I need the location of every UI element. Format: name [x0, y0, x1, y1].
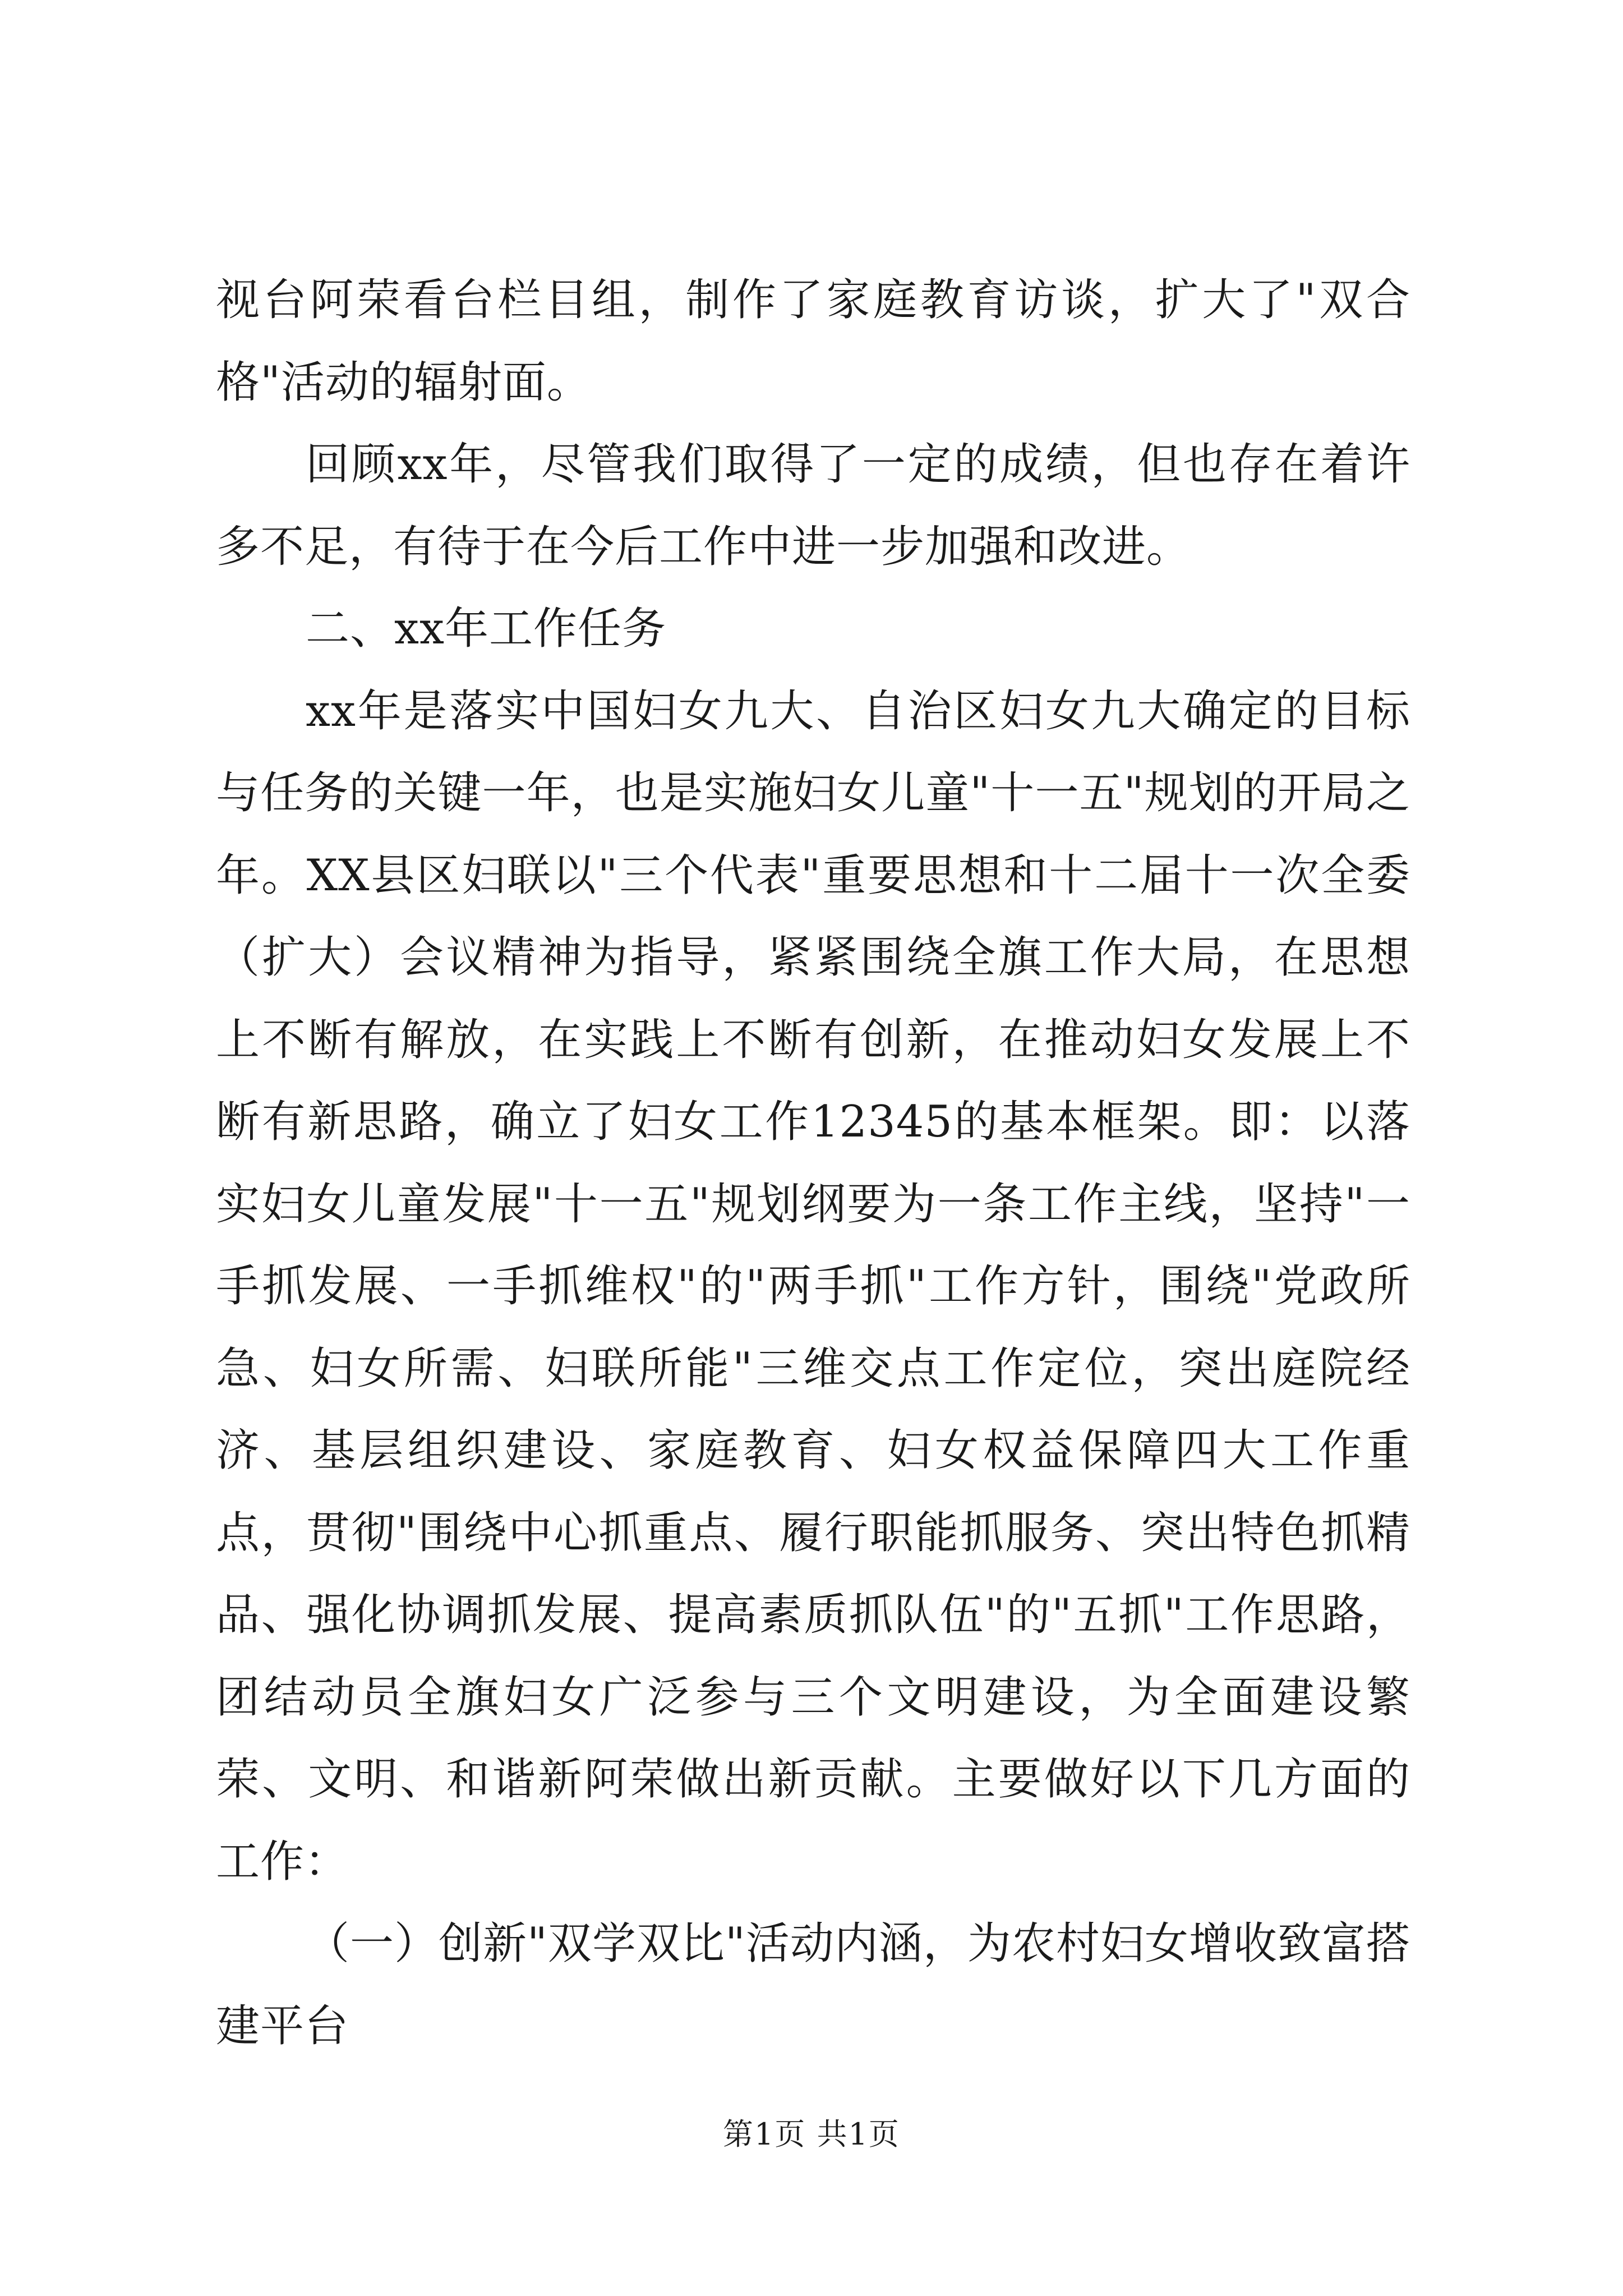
paragraph-continuation: 视台阿荣看台栏目组，制作了家庭教育访谈，扩大了"双合格"活动的辐射面。 — [216, 275, 1410, 408]
document-body — [216, 259, 1410, 2067]
subsection-heading: （一）创新"双学双比"活动内涵，为农村妇女增收致富搭建平台 — [216, 1918, 1410, 2051]
page-footer: 第1页 共1页 — [723, 2116, 900, 2152]
paragraph-tasks: xx年是落实中国妇女九大、自治区妇女九大确定的目标与任务的关键一年，也是实施妇女儿童"十一五"规划的开局之年。XX县区妇联以"三个代表"重要思想和十二届十一次全委（扩大）会议精神为指导，紧紧围绕全旗工作大局，在思想上不断有解放，在实践上不断有创新，在推动妇女发展上不断有新思路，确立了妇女工作12345的基本框架。即：以落实妇女儿童发展"十一五"规划纲要为一条工作主线，坚持"一手抓发展、一手抓维权"的"两手抓"工作方针，围绕"党政所急、妇女所需、妇联所能"三维交点工作定位，突出庭院经济、基层组织建设、家庭教育、妇女权益保障四大工作重点，贯彻"围绕中心抓重点、履行职能抓服务、突出特色抓精品、强化协调抓发展、提高素质抓队伍"的"五抓"工作思路，团结动员全旗妇女广泛参与三个文明建设，为全面建设繁荣、文明、和谐新阿荣做出新贡献。主要做好以下几方面的工作： — [216, 685, 1410, 1887]
paragraph-review: 回顾xx年，尽管我们取得了一定的成绩，但也存在着许多不足，有待于在今后工作中进一步加强和改进。 — [216, 439, 1410, 572]
section-heading: 二、xx年工作任务 — [306, 604, 666, 654]
